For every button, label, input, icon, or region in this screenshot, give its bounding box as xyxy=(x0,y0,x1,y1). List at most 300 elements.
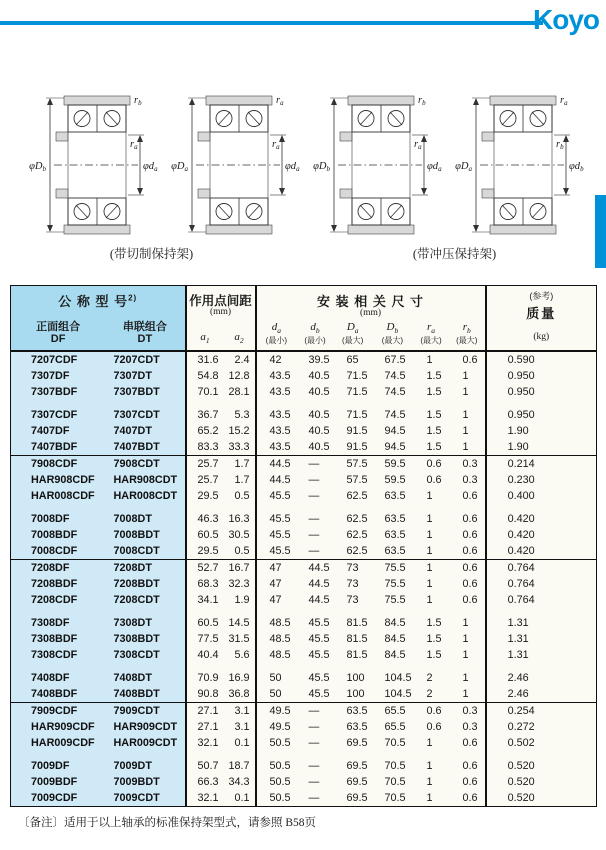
a1-value: 27.1 xyxy=(186,719,224,735)
gap-cell xyxy=(106,663,186,670)
da-value: 48.5 xyxy=(256,631,296,647)
rb-value: 0.6 xyxy=(450,758,486,774)
db-value: — xyxy=(296,790,334,807)
bearing-diagram-strip xyxy=(20,90,606,240)
a2-value: 5.3 xyxy=(224,407,256,423)
gap-cell xyxy=(186,663,224,670)
model-dt-cell: 7207CDT xyxy=(106,351,186,368)
ra-value: 0.6 xyxy=(414,719,450,735)
gap-cell xyxy=(296,608,334,615)
table-row xyxy=(11,511,597,527)
gap-cell xyxy=(224,608,256,615)
model-dt-cell: 7407DT xyxy=(106,423,186,439)
rb-value: 1 xyxy=(450,670,486,686)
header-Da: $D_a$ (最大) xyxy=(342,320,364,345)
a1-value: 90.8 xyxy=(186,686,224,703)
gap-cell xyxy=(224,400,256,407)
a1-value: 70.1 xyxy=(186,384,224,400)
da-value: 47 xyxy=(256,592,296,608)
da-value: 43.5 xyxy=(256,368,296,384)
caption-machined-cage: (带切制保持架) xyxy=(109,247,194,261)
mass-value: 0.420 xyxy=(486,511,597,527)
a1-value: 54.8 xyxy=(186,368,224,384)
gap-cell xyxy=(186,608,224,615)
a2-value: 30.5 xyxy=(224,527,256,543)
model-df-cell: 7009CDF xyxy=(11,790,106,807)
Da-value: 57.5 xyxy=(334,472,372,488)
a2-value: 16.3 xyxy=(224,511,256,527)
Da-value: 63.5 xyxy=(334,703,372,720)
Db-value: 63.5 xyxy=(372,543,414,560)
Db-value: 74.5 xyxy=(372,368,414,384)
ra-value: 1 xyxy=(414,774,450,790)
a2-value: 15.2 xyxy=(224,423,256,439)
Db-value: 63.5 xyxy=(372,527,414,543)
table-block xyxy=(11,560,597,703)
rb-value: 1 xyxy=(450,615,486,631)
rb-value: 1 xyxy=(450,631,486,647)
ra-value: 1.5 xyxy=(414,423,450,439)
model-df-cell: 7009DF xyxy=(11,758,106,774)
svg-text:φDa: φDa xyxy=(455,161,472,173)
gap-cell xyxy=(486,663,597,670)
mass-value: 1.31 xyxy=(486,631,597,647)
nominal-model-footnote-ref: 2) xyxy=(128,293,138,303)
gap-cell xyxy=(372,400,414,407)
gap-cell xyxy=(106,751,186,758)
mass-value: 0.272 xyxy=(486,719,597,735)
ra-value: 1 xyxy=(414,735,450,751)
model-df-cell: 7308DF xyxy=(11,615,106,631)
model-dt-cell: 7009CDT xyxy=(106,790,186,807)
da-value: 47 xyxy=(256,560,296,577)
db-value: 45.5 xyxy=(296,615,334,631)
Da-value: 62.5 xyxy=(334,543,372,560)
Da-value: 81.5 xyxy=(334,615,372,631)
model-df-cell: 7909CDF xyxy=(11,703,106,720)
model-df-cell: 7307BDF xyxy=(11,384,106,400)
model-dt-cell: 7008CDT xyxy=(106,543,186,560)
db-value: — xyxy=(296,719,334,735)
Da-value: 63.5 xyxy=(334,719,372,735)
header-dt-column: 串联组合 DT xyxy=(122,320,167,346)
db-value: — xyxy=(296,758,334,774)
header-da: $d_a$ (最小) xyxy=(265,320,287,345)
a1-value: 50.7 xyxy=(186,758,224,774)
gap-cell xyxy=(414,663,450,670)
gap-cell xyxy=(186,400,224,407)
Db-value: 63.5 xyxy=(372,488,414,504)
Da-value: 73 xyxy=(334,576,372,592)
model-df-cell: 7008CDF xyxy=(11,543,106,560)
table-row xyxy=(11,576,597,592)
rb-value: 0.3 xyxy=(450,472,486,488)
a1-value: 46.3 xyxy=(186,511,224,527)
group-gap xyxy=(11,663,597,670)
gap-cell xyxy=(372,608,414,615)
model-dt-cell: HAR009CDT xyxy=(106,735,186,751)
rb-value: 1 xyxy=(450,423,486,439)
Db-value: 84.5 xyxy=(372,631,414,647)
gap-cell xyxy=(414,751,450,758)
gap-cell xyxy=(11,663,106,670)
rb-value: 0.6 xyxy=(450,543,486,560)
table-block xyxy=(11,456,597,560)
gap-cell xyxy=(414,504,450,511)
ra-value: 1 xyxy=(414,560,450,577)
da-value: 43.5 xyxy=(256,423,296,439)
db-value: 40.5 xyxy=(296,384,334,400)
header-db: $d_b$ (最小) xyxy=(304,320,326,345)
ra-value: 0.6 xyxy=(414,472,450,488)
db-value: — xyxy=(296,543,334,560)
mass-value: 0.520 xyxy=(486,790,597,807)
mass-value: 1.90 xyxy=(486,423,597,439)
gap-cell xyxy=(450,663,486,670)
db-value: 40.5 xyxy=(296,439,334,456)
da-value: 49.5 xyxy=(256,703,296,720)
da-value: 48.5 xyxy=(256,615,296,631)
nominal-model-title: 公 称 型 号 xyxy=(58,294,129,309)
a2-value: 1.9 xyxy=(224,592,256,608)
table-block xyxy=(11,703,597,807)
da-value: 48.5 xyxy=(256,647,296,663)
model-dt-cell: 7308CDT xyxy=(106,647,186,663)
da-value: 45.5 xyxy=(256,543,296,560)
mass-value: 0.950 xyxy=(486,368,597,384)
a1-value: 32.1 xyxy=(186,735,224,751)
table-row xyxy=(11,384,597,400)
gap-cell xyxy=(334,400,372,407)
Db-value: 65.5 xyxy=(372,703,414,720)
ra-value: 1 xyxy=(414,527,450,543)
da-value: 50.5 xyxy=(256,758,296,774)
da-value: 50 xyxy=(256,670,296,686)
da-value: 45.5 xyxy=(256,511,296,527)
gap-cell xyxy=(11,504,106,511)
mass-value: 1.90 xyxy=(486,439,597,456)
header-Db: $D_b$ (最大) xyxy=(381,320,404,345)
gap-cell xyxy=(486,504,597,511)
db-value: 44.5 xyxy=(296,576,334,592)
header-df-column: 正面组合 DF xyxy=(36,320,81,346)
mass-value: 0.400 xyxy=(486,488,597,504)
Da-value: 73 xyxy=(334,592,372,608)
Da-value: 62.5 xyxy=(334,488,372,504)
gap-cell xyxy=(372,751,414,758)
db-value: 44.5 xyxy=(296,592,334,608)
table-row xyxy=(11,560,597,577)
rb-value: 0.6 xyxy=(450,735,486,751)
a2-value: 31.5 xyxy=(224,631,256,647)
gap-cell xyxy=(450,608,486,615)
model-df-cell: 7307DF xyxy=(11,368,106,384)
a1-value: 40.4 xyxy=(186,647,224,663)
model-df-cell: 7307CDF xyxy=(11,407,106,423)
page-header xyxy=(0,0,606,40)
da-value: 42 xyxy=(256,351,296,368)
a1-value: 31.6 xyxy=(186,351,224,368)
Db-value: 84.5 xyxy=(372,615,414,631)
svg-text:ra: ra xyxy=(272,139,280,151)
mass-value: 0.950 xyxy=(486,407,597,423)
da-value: 43.5 xyxy=(256,439,296,456)
db-value: 45.5 xyxy=(296,686,334,703)
Da-value: 100 xyxy=(334,670,372,686)
caption-pressed-cage: (带冲压保持架) xyxy=(412,247,497,261)
model-dt-cell: 7009DT xyxy=(106,758,186,774)
db-value: 45.5 xyxy=(296,647,334,663)
ra-value: 1.5 xyxy=(414,407,450,423)
a2-value: 12.8 xyxy=(224,368,256,384)
db-value: — xyxy=(296,735,334,751)
rb-value: 0.3 xyxy=(450,456,486,473)
model-df-cell: 7208BDF xyxy=(11,576,106,592)
group-gap xyxy=(11,400,597,407)
header-rule xyxy=(0,21,543,25)
ra-value: 2 xyxy=(414,670,450,686)
model-dt-cell: 7307BDT xyxy=(106,384,186,400)
ra-value: 1.5 xyxy=(414,631,450,647)
rb-value: 0.6 xyxy=(450,560,486,577)
da-value: 45.5 xyxy=(256,488,296,504)
table-row xyxy=(11,670,597,686)
svg-text:ra: ra xyxy=(276,95,284,107)
rb-value: 1 xyxy=(450,384,486,400)
gap-cell xyxy=(296,504,334,511)
model-dt-cell: 7208DT xyxy=(106,560,186,577)
db-value: 45.5 xyxy=(296,670,334,686)
diagram-captions xyxy=(0,244,606,262)
header-mounting-dimensions: 安 装 相 关 尺 寸 (mm) $d_a$ (最小) $d_b$ (最小) $D_a$ (最大) $D_b$ (最大) $r_a$ (最大) $r_b$ (最大) xyxy=(256,286,486,352)
model-df-cell: 7408BDF xyxy=(11,686,106,703)
table-row xyxy=(11,686,597,703)
ra-value: 1.5 xyxy=(414,384,450,400)
model-dt-cell: 7308BDT xyxy=(106,631,186,647)
gap-cell xyxy=(224,504,256,511)
a2-value: 16.9 xyxy=(224,670,256,686)
model-df-cell: HAR009CDF xyxy=(11,735,106,751)
a2-value: 28.1 xyxy=(224,384,256,400)
Db-value: 70.5 xyxy=(372,790,414,807)
gap-cell xyxy=(11,608,106,615)
Da-value: 100 xyxy=(334,686,372,703)
db-value: 40.5 xyxy=(296,368,334,384)
ra-value: 1.5 xyxy=(414,439,450,456)
table-row xyxy=(11,423,597,439)
ra-value: 1 xyxy=(414,351,450,368)
da-value: 50.5 xyxy=(256,774,296,790)
model-df-cell: 7308CDF xyxy=(11,647,106,663)
Db-value: 94.5 xyxy=(372,439,414,456)
Db-value: 94.5 xyxy=(372,423,414,439)
model-df-cell: 7008BDF xyxy=(11,527,106,543)
a2-value: 33.3 xyxy=(224,439,256,456)
model-df-cell: 7908CDF xyxy=(11,456,106,473)
gap-cell xyxy=(486,608,597,615)
svg-text:φda: φda xyxy=(143,161,158,173)
gap-cell xyxy=(414,608,450,615)
a1-value: 52.7 xyxy=(186,560,224,577)
table-block xyxy=(11,351,597,456)
svg-text:φda: φda xyxy=(285,161,300,173)
a2-value: 1.7 xyxy=(224,472,256,488)
ra-value: 1 xyxy=(414,790,450,807)
gap-cell xyxy=(334,663,372,670)
rb-value: 1 xyxy=(450,686,486,703)
footnote: 〔备注〕适用于以上轴承的标准保持架型式，请参照 B58页 xyxy=(18,817,317,829)
db-value: — xyxy=(296,774,334,790)
mass-value: 0.520 xyxy=(486,758,597,774)
mass-value: 0.254 xyxy=(486,703,597,720)
a2-value: 0.1 xyxy=(224,735,256,751)
a2-value: 2.4 xyxy=(224,351,256,368)
ra-value: 0.6 xyxy=(414,456,450,473)
a1-value: 68.3 xyxy=(186,576,224,592)
rb-value: 1 xyxy=(450,647,486,663)
model-dt-cell: HAR909CDT xyxy=(106,719,186,735)
a2-value: 0.1 xyxy=(224,790,256,807)
gap-cell xyxy=(11,400,106,407)
mass-value: 1.31 xyxy=(486,615,597,631)
db-value: — xyxy=(296,456,334,473)
rb-value: 0.6 xyxy=(450,592,486,608)
da-value: 44.5 xyxy=(256,472,296,488)
header-a1: $a_1$ xyxy=(200,331,210,346)
Da-value: 62.5 xyxy=(334,511,372,527)
ra-value: 1.5 xyxy=(414,615,450,631)
ra-value: 1 xyxy=(414,758,450,774)
Db-value: 65.5 xyxy=(372,719,414,735)
Da-value: 62.5 xyxy=(334,527,372,543)
table-row xyxy=(11,719,597,735)
Db-value: 59.5 xyxy=(372,456,414,473)
db-value: 39.5 xyxy=(296,351,334,368)
svg-text:ra: ra xyxy=(130,139,138,151)
bearing-diagram-1 xyxy=(20,90,162,240)
model-dt-cell: 7408DT xyxy=(106,670,186,686)
svg-text:ra: ra xyxy=(414,139,422,151)
da-value: 45.5 xyxy=(256,527,296,543)
model-dt-cell: 7407BDT xyxy=(106,439,186,456)
model-dt-cell: 7008DT xyxy=(106,511,186,527)
model-dt-cell: 7208CDT xyxy=(106,592,186,608)
Db-value: 104.5 xyxy=(372,670,414,686)
da-value: 43.5 xyxy=(256,384,296,400)
a1-value: 83.3 xyxy=(186,439,224,456)
gap-cell xyxy=(256,751,296,758)
model-df-cell: 7208DF xyxy=(11,560,106,577)
header-rb: $r_b$ (最大) xyxy=(456,320,478,345)
mass-value: 0.590 xyxy=(486,351,597,368)
ra-value: 1 xyxy=(414,543,450,560)
svg-text:rb: rb xyxy=(418,95,426,107)
da-value: 49.5 xyxy=(256,719,296,735)
da-value: 44.5 xyxy=(256,456,296,473)
Da-value: 69.5 xyxy=(334,790,372,807)
koyo-logo: Koyo xyxy=(533,4,599,35)
gap-cell xyxy=(450,504,486,511)
Da-value: 81.5 xyxy=(334,631,372,647)
Db-value: 75.5 xyxy=(372,576,414,592)
model-df-cell: HAR909CDF xyxy=(11,719,106,735)
svg-text:φDa: φDa xyxy=(171,161,188,173)
gap-cell xyxy=(256,400,296,407)
mass-value: 0.764 xyxy=(486,576,597,592)
gap-cell xyxy=(334,751,372,758)
model-dt-cell: 7307DT xyxy=(106,368,186,384)
header-ra: $r_a$ (最大) xyxy=(420,320,442,345)
table-row xyxy=(11,543,597,560)
db-value: — xyxy=(296,488,334,504)
rb-value: 0.6 xyxy=(450,790,486,807)
table-row xyxy=(11,527,597,543)
mass-value: 0.520 xyxy=(486,774,597,790)
table-row xyxy=(11,631,597,647)
ra-value: 0.6 xyxy=(414,703,450,720)
model-df-cell: HAR908CDF xyxy=(11,472,106,488)
gap-cell xyxy=(256,504,296,511)
ra-value: 1 xyxy=(414,511,450,527)
model-dt-cell: 7307CDT xyxy=(106,407,186,423)
table-row xyxy=(11,351,597,368)
rb-value: 0.3 xyxy=(450,703,486,720)
gap-cell xyxy=(296,663,334,670)
gap-cell xyxy=(106,400,186,407)
gap-cell xyxy=(256,608,296,615)
svg-text:φdb: φdb xyxy=(569,161,584,173)
model-df-cell: HAR008CDF xyxy=(11,488,106,504)
a2-value: 18.7 xyxy=(224,758,256,774)
model-df-cell: 7408DF xyxy=(11,670,106,686)
model-df-cell: 7407BDF xyxy=(11,439,106,456)
mass-value: 0.950 xyxy=(486,384,597,400)
section-page-tab xyxy=(595,195,606,268)
a2-value: 3.1 xyxy=(224,703,256,720)
a2-value: 32.3 xyxy=(224,576,256,592)
gap-cell xyxy=(414,400,450,407)
gap-cell xyxy=(186,504,224,511)
gap-cell xyxy=(334,608,372,615)
ra-value: 1.5 xyxy=(414,647,450,663)
model-df-cell: 7009BDF xyxy=(11,774,106,790)
table-row xyxy=(11,790,597,807)
gap-cell xyxy=(450,400,486,407)
ra-value: 1.5 xyxy=(414,368,450,384)
svg-text:φDb: φDb xyxy=(313,161,330,173)
gap-cell xyxy=(256,663,296,670)
a1-value: 60.5 xyxy=(186,615,224,631)
a1-value: 36.7 xyxy=(186,407,224,423)
table-row xyxy=(11,368,597,384)
Da-value: 65 xyxy=(334,351,372,368)
rb-value: 1 xyxy=(450,368,486,384)
rb-value: 0.6 xyxy=(450,527,486,543)
gap-cell xyxy=(224,751,256,758)
model-df-cell: 7407DF xyxy=(11,423,106,439)
bearing-diagram-3 xyxy=(304,90,446,240)
a2-value: 3.1 xyxy=(224,719,256,735)
Da-value: 69.5 xyxy=(334,774,372,790)
rb-value: 0.6 xyxy=(450,488,486,504)
gap-cell xyxy=(334,504,372,511)
gap-cell xyxy=(106,504,186,511)
db-value: — xyxy=(296,511,334,527)
Da-value: 71.5 xyxy=(334,407,372,423)
gap-cell xyxy=(486,400,597,407)
db-value: 44.5 xyxy=(296,560,334,577)
a2-value: 14.5 xyxy=(224,615,256,631)
